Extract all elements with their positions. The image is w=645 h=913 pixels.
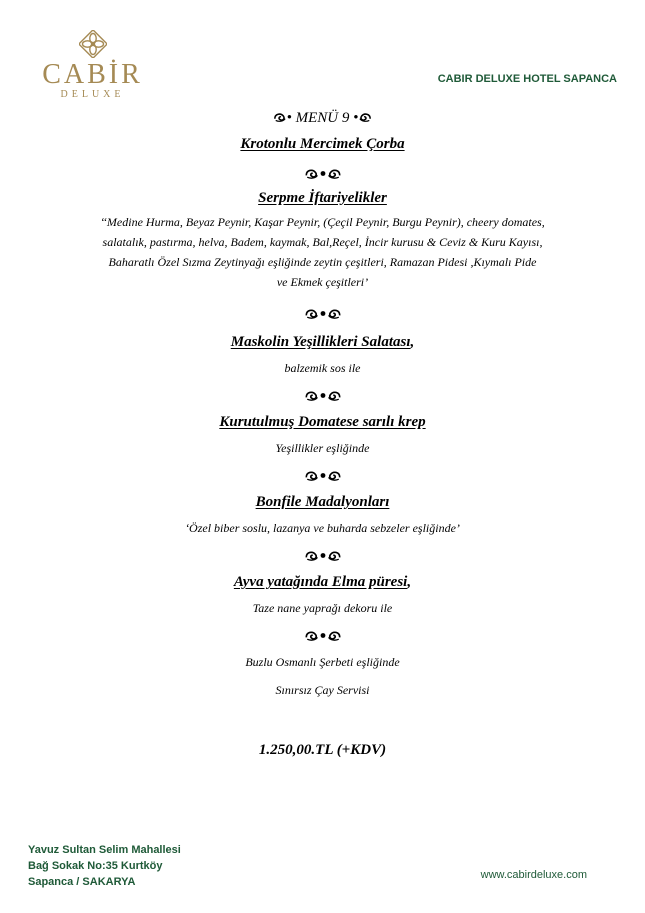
starter-line: ‘‘Medine Hurma, Beyaz Peynir, Kaşar Peynir, (Çeçil Peynir, Burgu Peynir), cheery domates, xyxy=(100,215,545,229)
address-line: Yavuz Sultan Selim Mahallesi xyxy=(28,844,181,856)
fleuron-divider-icon xyxy=(60,466,585,484)
bullet-icon: • xyxy=(286,110,292,126)
tea-line: Sınırsız Çay Servisi xyxy=(275,683,370,697)
address-line: Bağ Sokak No:35 Kurtköy xyxy=(28,860,163,872)
fleuron-divider-icon xyxy=(60,626,585,644)
brand-logo xyxy=(30,30,155,101)
fleuron-divider-icon xyxy=(60,164,585,182)
logo-subtitle: DELUXE xyxy=(60,89,125,100)
menu-title-row xyxy=(60,108,585,128)
dessert-title-row xyxy=(60,572,585,592)
salad-desc: balzemik sos ile xyxy=(284,361,361,375)
hotel-name: CABIR DELUXE HOTEL SAPANCA xyxy=(437,73,617,85)
dessert-desc: Taze nane yaprağı dekoru ile xyxy=(252,601,393,615)
drink-line: Buzlu Osmanlı Şerbeti eşliğinde xyxy=(245,655,400,669)
starter-line: salatalık, pastırma, helva, Badem, kaymak, Bal,Reçel, İncir kurusu & Ceviz & Kuru Kayısı, xyxy=(102,235,543,249)
flower-emblem-icon xyxy=(79,30,107,58)
starter-line: Baharatlı Özel Sızma Zeytinyağı eşliğinde zeytin çeşitleri, Ramazan Pidesi ,Kıymalı Pide xyxy=(108,255,537,269)
fleuron-left-icon xyxy=(273,111,287,123)
menu-title: MENÜ 9 xyxy=(295,110,350,126)
fleuron-right-icon xyxy=(358,111,372,123)
salad-title-row xyxy=(60,332,585,352)
main-desc: ‘Özel biber soslu, lazanya ve buharda sebzeler eşliğinde’ xyxy=(185,521,460,535)
soup-title: Krotonlu Mercimek Çorba xyxy=(240,136,405,152)
dessert-title-suffix: , xyxy=(407,574,412,590)
main-title: Bonfile Madalyonları xyxy=(255,494,390,510)
bullet-icon: • xyxy=(353,110,359,126)
starter-title: Serpme İftariyelikler xyxy=(258,190,387,206)
fleuron-divider-icon xyxy=(60,386,585,404)
logo-name: CABİR xyxy=(42,59,143,90)
starter-line: ve Ekmek çeşitleri’ xyxy=(276,275,369,289)
website-link[interactable]: www.cabirdeluxe.com xyxy=(480,869,587,881)
dessert-title: Ayva yatağında Elma püresi xyxy=(233,574,408,590)
address-line: Sapanca / SAKARYA xyxy=(28,876,136,888)
fleuron-divider-icon xyxy=(60,304,585,322)
crepe-title: Kurutulmuş Domatese sarılı krep xyxy=(219,414,426,430)
menu-content xyxy=(60,108,585,759)
crepe-desc: Yeşillikler eşliğinde xyxy=(275,441,370,455)
salad-title: Maskolin Yeşillikleri Salatası xyxy=(230,334,411,350)
fleuron-divider-icon xyxy=(60,546,585,564)
price: 1.250,00.TL (+KDV) xyxy=(258,742,387,758)
footer-address xyxy=(28,842,181,890)
salad-title-suffix: , xyxy=(410,334,415,350)
